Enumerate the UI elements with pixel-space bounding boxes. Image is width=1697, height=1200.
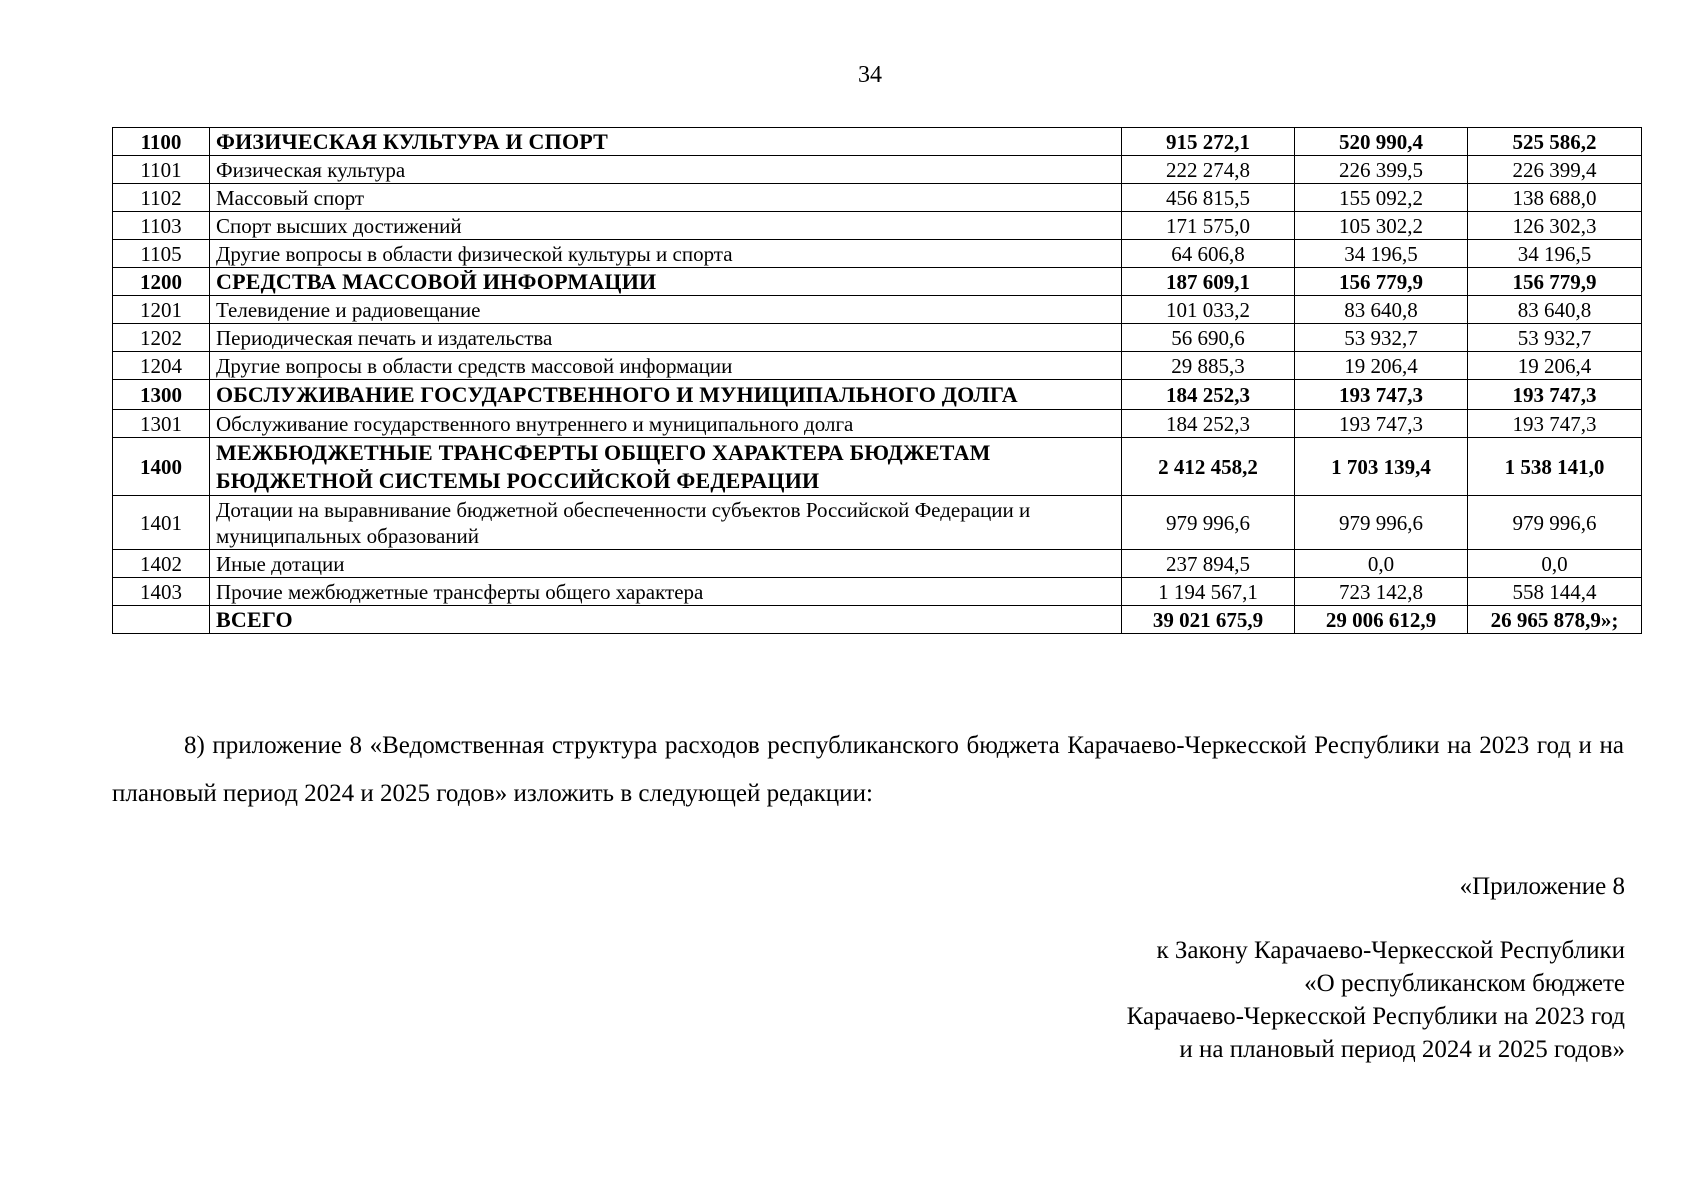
section-name: Дотации на выравнивание бюджетной обеспеченности субъектов Российской Федерации и муниципальных образований — [210, 496, 1122, 550]
section-code: 1101 — [113, 156, 210, 184]
value-2025: 979 996,6 — [1468, 496, 1642, 550]
section-name: Обслуживание государственного внутреннего и муниципального долга — [210, 410, 1122, 438]
section-code: 1301 — [113, 410, 210, 438]
section-name: Физическая культура — [210, 156, 1122, 184]
value-2024: 0,0 — [1295, 550, 1468, 578]
section-code: 1300 — [113, 380, 210, 410]
value-2024: 19 206,4 — [1295, 352, 1468, 380]
value-2025: 558 144,4 — [1468, 578, 1642, 606]
annex-line: и на плановый период 2024 и 2025 годов» — [1179, 1036, 1625, 1063]
table-row — [113, 156, 1642, 184]
value-2023: 184 252,3 — [1122, 410, 1295, 438]
value-2024: 520 990,4 — [1295, 128, 1468, 156]
budget-table — [112, 127, 1642, 634]
table-row — [113, 268, 1642, 296]
value-2024: 155 092,2 — [1295, 184, 1468, 212]
table-row — [113, 240, 1642, 268]
value-2023: 187 609,1 — [1122, 268, 1295, 296]
value-2023: 29 885,3 — [1122, 352, 1295, 380]
value-2024: 193 747,3 — [1295, 380, 1468, 410]
value-2023: 2 412 458,2 — [1122, 438, 1295, 496]
section-name: Спорт высших достижений — [210, 212, 1122, 240]
value-2025: 19 206,4 — [1468, 352, 1642, 380]
value-2024: 53 932,7 — [1295, 324, 1468, 352]
value-2023: 222 274,8 — [1122, 156, 1295, 184]
section-name: ФИЗИЧЕСКАЯ КУЛЬТУРА И СПОРТ — [210, 128, 1122, 156]
total-label: ВСЕГО — [210, 606, 1122, 634]
value-2025: 193 747,3 — [1468, 410, 1642, 438]
page-number: 34 — [858, 62, 882, 88]
value-2025: 193 747,3 — [1468, 380, 1642, 410]
value-2023: 237 894,5 — [1122, 550, 1295, 578]
section-code: 1401 — [113, 496, 210, 550]
value-2024: 156 779,9 — [1295, 268, 1468, 296]
value-2024: 34 196,5 — [1295, 240, 1468, 268]
value-2023: 171 575,0 — [1122, 212, 1295, 240]
table-row — [113, 550, 1642, 578]
value-2024: 979 996,6 — [1295, 496, 1468, 550]
section-name: ОБСЛУЖИВАНИЕ ГОСУДАРСТВЕННОГО И МУНИЦИПАЛЬНОГО ДОЛГА — [210, 380, 1122, 410]
value-2024: 226 399,5 — [1295, 156, 1468, 184]
value-2023: 101 033,2 — [1122, 296, 1295, 324]
section-name: Другие вопросы в области физической культуры и спорта — [210, 240, 1122, 268]
value-2023: 184 252,3 — [1122, 380, 1295, 410]
annex-line: «О республиканском бюджете — [1304, 970, 1625, 997]
section-name: Периодическая печать и издательства — [210, 324, 1122, 352]
section-name: Массовый спорт — [210, 184, 1122, 212]
table-row — [113, 578, 1642, 606]
section-code: 1201 — [113, 296, 210, 324]
section-code: 1105 — [113, 240, 210, 268]
section-code: 1204 — [113, 352, 210, 380]
table-row — [113, 410, 1642, 438]
value-2023: 456 815,5 — [1122, 184, 1295, 212]
value-2025: 226 399,4 — [1468, 156, 1642, 184]
section-name: Телевидение и радиовещание — [210, 296, 1122, 324]
value-2024: 83 640,8 — [1295, 296, 1468, 324]
value-2025: 1 538 141,0 — [1468, 438, 1642, 496]
table-row — [113, 296, 1642, 324]
section-name: СРЕДСТВА МАССОВОЙ ИНФОРМАЦИИ — [210, 268, 1122, 296]
value-2025: 138 688,0 — [1468, 184, 1642, 212]
value-2023: 979 996,6 — [1122, 496, 1295, 550]
total-2023: 39 021 675,9 — [1122, 606, 1295, 634]
total-2025: 26 965 878,9»; — [1468, 606, 1642, 634]
table-row — [113, 128, 1642, 156]
annex-line: к Закону Карачаево-Черкесской Республики — [1156, 937, 1625, 964]
value-2023: 915 272,1 — [1122, 128, 1295, 156]
value-2025: 156 779,9 — [1468, 268, 1642, 296]
table-row — [113, 324, 1642, 352]
total-2024: 29 006 612,9 — [1295, 606, 1468, 634]
annex-reference — [1127, 934, 1625, 1066]
value-2023: 56 690,6 — [1122, 324, 1295, 352]
section-name: МЕЖБЮДЖЕТНЫЕ ТРАНСФЕРТЫ ОБЩЕГО ХАРАКТЕРА БЮДЖЕТАМ БЮДЖЕТНОЙ СИСТЕМЫ РОССИЙСКОЙ ФЕДЕРАЦИИ — [210, 438, 1122, 496]
section-name: Прочие межбюджетные трансферты общего характера — [210, 578, 1122, 606]
section-code: 1202 — [113, 324, 210, 352]
value-2024: 193 747,3 — [1295, 410, 1468, 438]
value-2025: 34 196,5 — [1468, 240, 1642, 268]
value-2023: 1 194 567,1 — [1122, 578, 1295, 606]
value-2025: 53 932,7 — [1468, 324, 1642, 352]
amendment-paragraph: 8) приложение 8 «Ведомственная структура расходов республиканского бюджета Карачаево-Черкесской Республики на 2023 год и на плановый период 2024 и 2025 годов» изложить в следующей редакции: — [112, 732, 1624, 807]
value-2025: 126 302,3 — [1468, 212, 1642, 240]
table-row — [113, 184, 1642, 212]
section-code: 1100 — [113, 128, 210, 156]
section-code: 1402 — [113, 550, 210, 578]
section-code: 1400 — [113, 438, 210, 496]
value-2025: 525 586,2 — [1468, 128, 1642, 156]
value-2024: 105 302,2 — [1295, 212, 1468, 240]
section-name: Иные дотации — [210, 550, 1122, 578]
section-code — [113, 606, 210, 634]
value-2024: 1 703 139,4 — [1295, 438, 1468, 496]
table-row — [113, 496, 1642, 550]
table-row — [113, 212, 1642, 240]
value-2023: 64 606,8 — [1122, 240, 1295, 268]
section-code: 1200 — [113, 268, 210, 296]
table-row — [113, 438, 1642, 496]
section-code: 1403 — [113, 578, 210, 606]
value-2025: 83 640,8 — [1468, 296, 1642, 324]
value-2024: 723 142,8 — [1295, 578, 1468, 606]
table-row — [113, 352, 1642, 380]
table-row — [113, 380, 1642, 410]
section-code: 1102 — [113, 184, 210, 212]
annex-title: «Приложение 8 — [1459, 873, 1625, 900]
value-2025: 0,0 — [1468, 550, 1642, 578]
table-row-total — [113, 606, 1642, 634]
section-name: Другие вопросы в области средств массовой информации — [210, 352, 1122, 380]
annex-line: Карачаево-Черкесской Республики на 2023 год — [1126, 1003, 1625, 1030]
section-code: 1103 — [113, 212, 210, 240]
